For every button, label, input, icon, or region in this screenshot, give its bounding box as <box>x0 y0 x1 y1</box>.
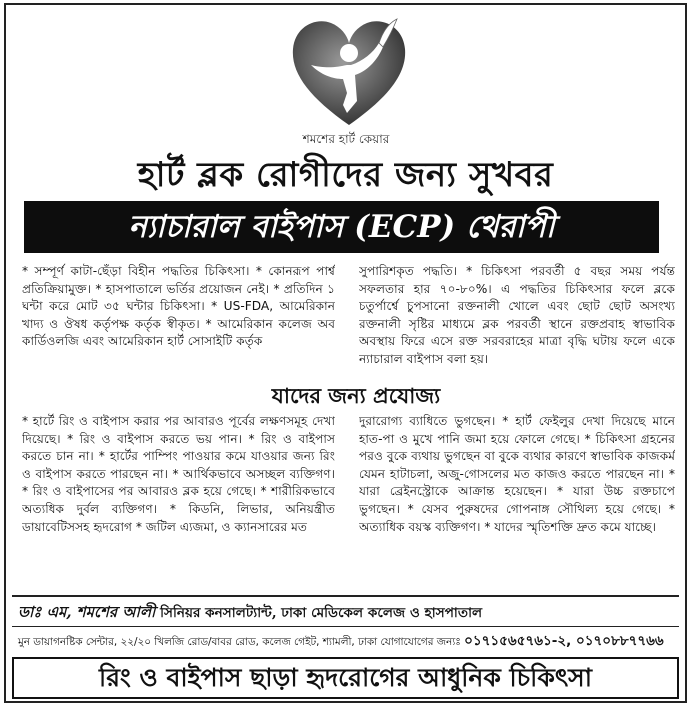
divider-rule <box>12 626 679 627</box>
logo-caption: শমশের হার্ট কেয়ার <box>302 132 390 146</box>
therapy-banner: ন্যাচারাল বাইপাস (ECP) থেরাপী <box>24 201 659 253</box>
address-line <box>18 629 675 653</box>
footer-banner: রিং ও বাইপাস ছাড়া হৃদরোগের আধুনিক চিকিৎসা <box>12 657 679 699</box>
intro-left-text: * সম্পূর্ণ কাটা-ছেঁড়া বিহীন পদ্ধতির চিকিৎসা। * কোনরূপ পার্শ্ব প্রতিক্রিয়ামুক্ত। * হাসপাতালে ভর্তির প্রয়োজন নেই। * প্রতিদিন ১ ঘন্টা করে মোট ৩৫ ঘন্টার চিকিৎসা। * US-FDA, আমেরিকান খাদ্য ও ঔষধ কর্তৃপক্ষ কর্তৃক স্বীকৃত। * আমেরিকান কলেজ অব কার্ডিওলজি এবং আমেরিকান হার্ট সোসাইটি কর্তৃক <box>22 264 335 349</box>
doctor-title: সিনিয়র কনসালট্যান্ট, ঢাকা মেডিকেল কলেজ ও হাসপাতাল <box>160 605 483 621</box>
applicable-subhead: যাদের জন্য প্রযোজ্য <box>271 383 441 408</box>
address-text: মুন ডায়াগনষ্টিক সেন্টার, ২২/২০ খিলজি রোড/বাবর রোড, কলেজ গেইট, শ্যামলী, ঢাকা যোগাযোগের জন্যঃ <box>18 636 461 648</box>
doctor-name: ডাঃ এম, শমশের আলী <box>18 603 156 621</box>
applicable-right-text: দুরারোগ্য ব্যাধিতে ভুগছেন। * হার্ট ফেইলুর দেখা দিয়েছে মানে হাত-পা ও মুখে পানি জমা হয়ে ফোলে গেছে। * চিকিৎসা গ্রহনের পরও বুকে ব্যথায় ভুগছেন বা বুকে ব্যথার কারণে স্বাভাবিক কাজকর্ম যেমন হাটাচলা, অজু-গোসলের মত কাজও করতে পারছেন না। * যারা ব্রেইনস্ট্রোকে আক্রান্ত হয়েছেন। * যারা উচ্চ রক্তচাপে ভুগছেন। * যেসব পুরুষদের গোপনাঙ্গ সৌথিল্য হয়ে গেছে। * অত্যাধিক বয়স্ক ব্যক্তিগণ। * যাদের স্মৃতিশক্তি দ্রুত কমে যাচ্ছে। <box>359 414 675 534</box>
applicable-left-text: * হার্টে রিং ও বাইপাস করার পর আবারও পূর্বের লক্ষণসমূহ দেখা দিয়েছে। * রিং ও বাইপাস করতে ভয় পান। * রিং ও বাইপাস করতে চান না। * হার্টের পাম্পিং পাওয়ার কমে যাওয়ার জন্য রিং ও বাইপাস করতে পারছেন না। * আর্থিকভাবে অসচ্ছল ব্যক্তিগণ। * রিং ও বাইপাসের পর আবারও ব্লক হয়ে গেছে। * শারীরিকভাবে অত্যধিক দুর্বল ব্যক্তিগণ। * কিডনি, লিভার, অনিয়ন্ত্রীত ডায়াবেটিসসহ হৃদরোগ * জটিল এ্যজমা, ও ক্যানসারের মত <box>22 414 335 534</box>
heart-person-logo-icon <box>289 13 409 131</box>
doctor-line <box>18 599 673 625</box>
divider-rule <box>12 595 679 597</box>
advertisement-page <box>4 3 687 703</box>
intro-right-text: সুপারিশকৃত পদ্ধতি। * চিকিৎসা পরবর্তী ৫ বছর সময় পর্যন্ত সফলতার হার ৭০-৮০%। এ পদ্ধতির চিকিৎসার ফলে ব্লকে চতুর্পার্শ্বে চুপসানো রক্তনালী খোলে এবং ছোট ছোট অসংখ্য রক্তনালী সৃষ্টির মাধ্যমে ব্লক পরবর্তী স্থানে রক্তপ্রবাহ স্বাভাবিক অবস্থায় ফিরে এসে রক্ত সরবরাহের মাত্রা বৃদ্ধি ঘটায় ফলে একে ন্যাচারাল বাইপাস বলা হয়। <box>359 264 675 366</box>
phone-numbers: ০১৭১৫৬৫৭৬১-২, ০১৭০৮৮৭৭৬৬ <box>464 633 664 649</box>
headline: হার্ট ব্লক রোগীদের জন্য সুখবর <box>137 155 554 195</box>
